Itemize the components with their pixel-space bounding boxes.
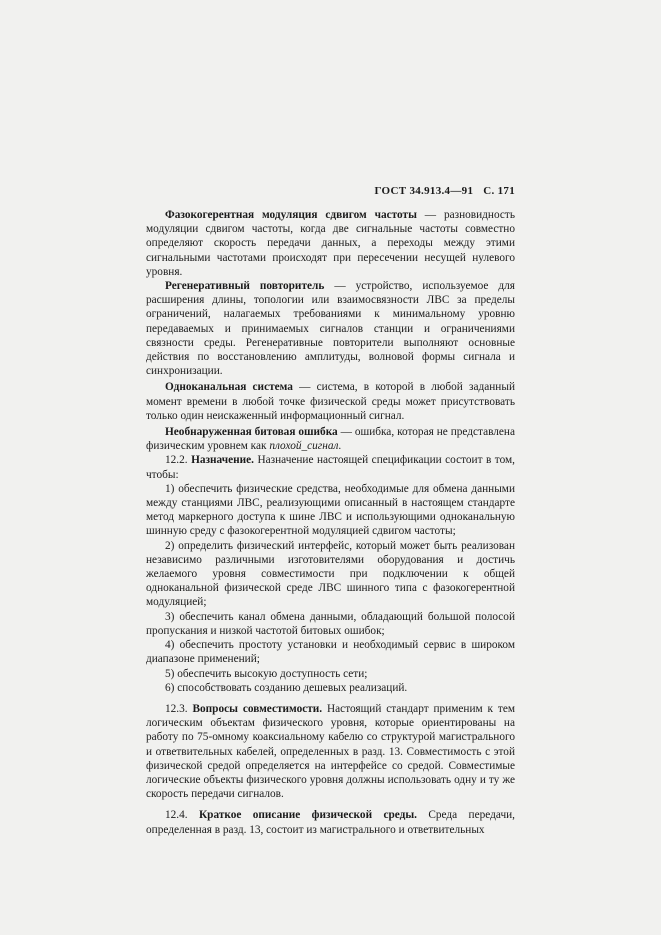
section-text: Среда передачи, определенная в разд. 13, состоит из магистрального и ответвительных [146,809,515,836]
definition-term: Регенеративный повторитель [165,280,325,293]
document-id: ГОСТ 34.913.4—91 [374,185,474,197]
section-number: 12.3. [165,702,188,715]
section-heading: Назначение. [191,454,254,467]
definition-text: — ошибка, которая не представлена физическим уровнем как [146,426,515,453]
section-number: 12.4. [165,809,188,822]
definition-text: — устройство, используемое для расширения длины, топологии или взаимосвязности ЛВС за пределы ограничений, налагаемых требованиями к минимальному уровню передаваемых и принимаемых сигналов станции и ограничениями связности среды. Регенеративные повторители выполняют основные действия по восстановлению амплитуды, волновой формы сигнала и синхронизации. [146,280,515,378]
section-heading: Краткое описание физической среды. [198,809,417,822]
definition-term: Одноканальная система [165,381,293,394]
list-item: 3) обеспечить канал обмена данными, обладающий большой полосой пропускания и низкой частотой битовых ошибок; [146,610,515,637]
section-text: Настоящий стандарт применим к тем логическим объектам физического уровня, которые ориентированы на работу по 75-омному коаксиальному кабелю со структурой магистрального и ответвительных кабелей, определенных в разд. 13. Совместимость с этой физической средой определяется на интерфейсе со средой. Совместимые логические объекты физического уровня должны использовать одну и ту же скорость передачи сигналов. [146,702,515,801]
definition-italic-term: плохой_сигнал [269,440,339,453]
list-item: 5) обеспечить высокую доступность сети; [165,667,368,680]
section-number: 12.2. [165,454,188,467]
definition-paragraph [146,380,515,423]
definition-term: Необнаруженная битовая ошибка [165,426,338,439]
definition-paragraph [146,208,515,279]
definition-term: Фазокогерентная модуляция сдвигом частоты [165,209,417,221]
list-item: 1) обеспечить физические средства, необходимые для обмена данными между станциями ЛВС, реализующими описанный в настоящем стандарте метод маркерного доступа к шине ЛВС и использующими одноканальную шинную среду с фазокогерентной модуляцией сдвигом частоты; [146,482,515,538]
definition-text: — система, в которой в любой заданный момент времени в любой точке физической среды может присутствовать только один неискаженный информационный сигнал. [146,381,515,422]
list-item: 4) обеспечить простоту установки и необходимый сервис в широком диапазоне применений; [146,639,515,666]
definition-paragraph [146,425,515,453]
page-number: С. 171 [483,185,515,197]
section-12-2-intro [146,453,515,481]
section-intro-text: Назначение настоящей спецификации состоит в том, чтобы: [146,454,515,481]
definition-paragraph [146,279,515,378]
section-12-3 [146,702,515,801]
list-item: 2) определить физический интерфейс, который может быть реализован независимо различными изготовителями оборудования и достичь желаемого уровня совместимости при подключении к общей одноканальной физической среде ЛВС шинного типа с фазокогерентной модуляцией; [146,539,515,609]
list-item: 6) способствовать созданию дешевых реализаций. [165,681,408,694]
page-header [375,185,516,197]
definition-tail: . [338,440,342,453]
section-heading: Вопросы совместимости. [192,702,323,715]
section-12-4 [146,808,515,836]
definition-text: — разновидность модуляции сдвигом частоты, когда две сигнальные частоты совместно определяют скорость передачи данных, а переходы между этими сигнальными частотами происходят при пересечении несущей нулевого уровня. [146,209,515,278]
body-text [146,208,515,837]
